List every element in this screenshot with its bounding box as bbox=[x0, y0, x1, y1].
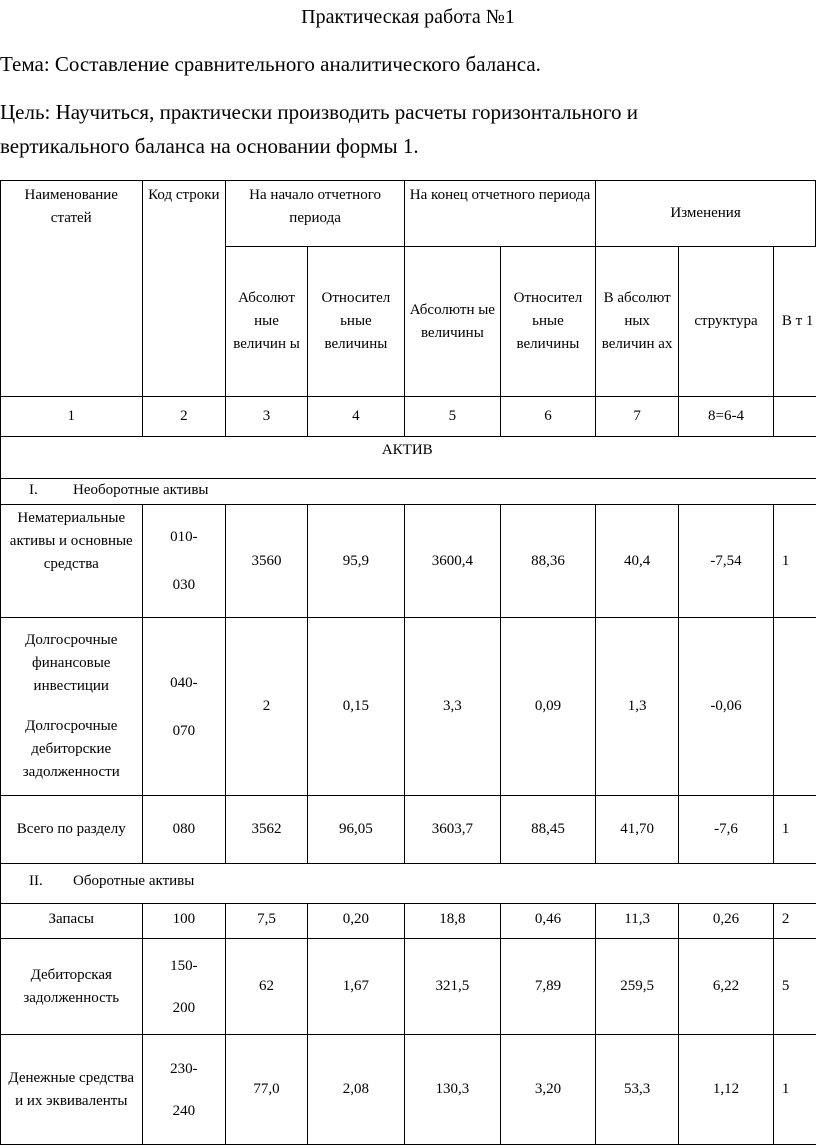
header-end-rel: Относител ьные величины bbox=[500, 247, 595, 397]
aktiv-row bbox=[1, 437, 816, 479]
row-code-part: 240 bbox=[172, 1102, 196, 1119]
row-code bbox=[142, 939, 226, 1035]
section-number: I. bbox=[29, 482, 38, 498]
row-value: 62 bbox=[226, 939, 308, 1035]
row-value: 3600,4 bbox=[404, 505, 500, 618]
row-value: 1,67 bbox=[307, 939, 404, 1035]
row-code-part: 070 bbox=[172, 722, 196, 739]
row-name: Денежные средства и их эквиваленты bbox=[1, 1035, 143, 1145]
row-value: 3560 bbox=[226, 505, 308, 618]
header-row-1 bbox=[1, 181, 816, 247]
header-start-rel: Относител ьные величины bbox=[307, 247, 404, 397]
header-chg-cut: В т 1 bbox=[773, 247, 815, 397]
aktiv-label: АКТИВ bbox=[1, 437, 816, 479]
row-value: 88,36 bbox=[500, 505, 595, 618]
row-value: 5 bbox=[773, 939, 815, 1035]
header-end: На конец отчетного периода bbox=[404, 181, 595, 247]
row-value: 130,3 bbox=[404, 1035, 500, 1145]
row-code-part: 150- bbox=[170, 957, 198, 974]
col-number: 3 bbox=[226, 397, 308, 437]
row-value: 40,4 bbox=[596, 505, 679, 618]
row-value: 11,3 bbox=[596, 904, 679, 939]
row-name: Дебиторская задолженность bbox=[1, 939, 143, 1035]
table-row bbox=[1, 505, 816, 618]
col-number: 4 bbox=[307, 397, 404, 437]
row-value: 1 bbox=[773, 505, 815, 618]
goal-line-2: вертикального баланса на основании формы 1. bbox=[0, 134, 419, 158]
row-code: 100 bbox=[142, 904, 226, 939]
row-value: 88,45 bbox=[500, 796, 595, 864]
row-name bbox=[1, 618, 143, 796]
row-value: 0,09 bbox=[500, 618, 595, 796]
row-value: 2,08 bbox=[307, 1035, 404, 1145]
section-heading bbox=[1, 864, 816, 904]
row-value: 6,22 bbox=[679, 939, 774, 1035]
row-value: 3562 bbox=[226, 796, 308, 864]
header-code: Код строки bbox=[142, 181, 226, 397]
section-2-row bbox=[1, 864, 816, 904]
row-value: 53,3 bbox=[596, 1035, 679, 1145]
row-value: 41,70 bbox=[596, 796, 679, 864]
table-row bbox=[1, 796, 816, 864]
row-code bbox=[142, 618, 226, 796]
row-value: 0,46 bbox=[500, 904, 595, 939]
row-name-part: Долгосрочные финансовые инвестиции bbox=[25, 632, 118, 694]
col-number: 5 bbox=[404, 397, 500, 437]
section-label: Оборотные активы bbox=[73, 873, 195, 889]
row-value: 1,12 bbox=[679, 1035, 774, 1145]
table-row bbox=[1, 618, 816, 796]
col-number bbox=[773, 397, 815, 437]
topic-line: Тема: Составление сравнительного аналитического баланса. bbox=[0, 52, 541, 76]
row-value: -7,6 bbox=[679, 796, 774, 864]
row-value: 77,0 bbox=[226, 1035, 308, 1145]
row-code-part: 200 bbox=[172, 999, 196, 1016]
row-value: 3,20 bbox=[500, 1035, 595, 1145]
header-changes: Изменения bbox=[596, 181, 816, 247]
row-value: 2 bbox=[226, 618, 308, 796]
header-start: На начало отчетного периода bbox=[226, 181, 405, 247]
row-value: 259,5 bbox=[596, 939, 679, 1035]
header-name: Наименование статей bbox=[1, 181, 143, 397]
header-chg-struct: структура bbox=[679, 247, 774, 397]
row-value: 1 bbox=[773, 1035, 815, 1145]
row-code-part: 230- bbox=[170, 1060, 198, 1077]
row-value: 2 bbox=[773, 904, 815, 939]
section-heading bbox=[1, 479, 816, 505]
row-code bbox=[142, 505, 226, 618]
table-row bbox=[1, 939, 816, 1035]
row-value: 3603,7 bbox=[404, 796, 500, 864]
row-value: 0,15 bbox=[307, 618, 404, 796]
col-number: 8=6-4 bbox=[679, 397, 774, 437]
col-number: 6 bbox=[500, 397, 595, 437]
row-value: 7,89 bbox=[500, 939, 595, 1035]
table-row bbox=[1, 904, 816, 939]
col-number: 1 bbox=[1, 397, 143, 437]
row-value: 3,3 bbox=[404, 618, 500, 796]
row-value: -7,54 bbox=[679, 505, 774, 618]
row-code: 080 bbox=[142, 796, 226, 864]
header-chg-abs: В абсолют ных величин ах bbox=[596, 247, 679, 397]
balance-table bbox=[0, 180, 816, 1145]
row-value: 1 bbox=[773, 796, 815, 864]
section-number: II. bbox=[29, 873, 43, 889]
row-name: Запасы bbox=[1, 904, 143, 939]
row-code-part: 040- bbox=[170, 674, 198, 691]
section-label: Необоротные активы bbox=[73, 482, 209, 498]
row-value: 1,3 bbox=[596, 618, 679, 796]
header-end-abs: Абсолютн ые величины bbox=[404, 247, 500, 397]
goal-line-1: Цель: Научиться, практически производить расчеты горизонтального и bbox=[0, 100, 638, 124]
row-value bbox=[773, 618, 815, 796]
col-number: 2 bbox=[142, 397, 226, 437]
col-number: 7 bbox=[596, 397, 679, 437]
header-start-abs: Абсолют ные величин ы bbox=[226, 247, 308, 397]
row-code-part: 010- bbox=[170, 529, 198, 545]
row-code bbox=[142, 1035, 226, 1145]
row-value: 0,20 bbox=[307, 904, 404, 939]
row-name: Нематериальные активы и основные средства bbox=[1, 505, 143, 618]
row-value: 321,5 bbox=[404, 939, 500, 1035]
row-name: Всего по разделу bbox=[1, 796, 143, 864]
row-value: -0,06 bbox=[679, 618, 774, 796]
row-value: 0,26 bbox=[679, 904, 774, 939]
row-value: 95,9 bbox=[307, 505, 404, 618]
col-number-row bbox=[1, 397, 816, 437]
row-name-part: Долгосрочные дебиторские задолженности bbox=[22, 718, 120, 780]
row-value: 18,8 bbox=[404, 904, 500, 939]
row-value: 96,05 bbox=[307, 796, 404, 864]
section-1-row bbox=[1, 479, 816, 505]
table-row bbox=[1, 1035, 816, 1145]
row-value: 7,5 bbox=[226, 904, 308, 939]
row-code-part: 030 bbox=[172, 577, 196, 593]
page-title: Практическая работа №1 bbox=[301, 6, 515, 28]
